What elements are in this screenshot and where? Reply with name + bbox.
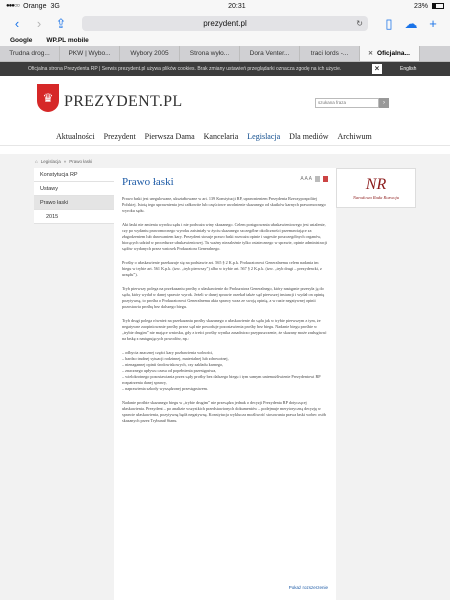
nav-kancelaria[interactable]: Kancelaria [203,132,239,141]
nav-archiwum[interactable]: Archiwum [337,132,372,141]
site-header [0,76,450,128]
tab-label: Oficjalna... [377,50,410,57]
cookie-banner [0,62,450,76]
nav-pierwsza-dama[interactable]: Pierwsza Dama [144,132,195,141]
nav-aktualnosci[interactable]: Aktualności [56,132,95,141]
content-area [0,154,450,600]
sidebar-item-ustawy[interactable]: Ustawy [34,182,114,196]
eagle-emblem-icon[interactable]: ♛ [37,84,59,112]
show-more-link[interactable]: Pokaż rozszerzenie [288,585,328,590]
sidebar [34,168,114,224]
forward-icon[interactable]: › [36,15,42,31]
tab-5[interactable] [240,46,300,61]
nav-dla-mediow[interactable]: Dla mediów [289,132,329,141]
breadcrumb [35,159,92,164]
paragraph: Tryb drugi polega również na przekazaniu prośby skazanego o ułaskawienie do sądu jak w trybie pierwszym z tym, że negatywne zaopiniowanie prośby przez sąd nie powoduje pozostawienia prośby bez biegu. Nadanie biegu prośbie w „trybie drugim” nie mające wniosku, gdy z treści prośby wynika zasadniczo przypuszczenie, że skazany może zasługiwać na łaskę z następujących powodów, np.: [122,318,327,341]
nrr-logo: NR [365,175,387,193]
search-input[interactable]: szukana fraza [315,98,379,108]
tab-label: traci lords -... [310,50,349,57]
cloud-tabs-icon[interactable]: ☁ [404,15,418,31]
breadcrumb-separator: » [63,159,67,164]
network-label: 3G [50,2,60,10]
pdf-icon[interactable] [323,176,328,182]
paragraph: Nadanie prośbie skazanego biegu w „trybie drugim” nie przesądza jednak o decyzji Prezydenta RP dotyczącej ułaskawienia. Prezydent – po analizie wszystkich przedstawionych dokumentów – podejmuje merytoryczną decyzję w sprawie ułaskawienia, pozytywną bądź negatywną. Konstytucja wyklucza możliwość stosowania prawa łaski wobec osób skazanych przez Trybunał Stanu. [122,400,326,423]
tab-label: Dora Venter... [249,50,290,57]
sidebar-item-konstytucja[interactable]: Konstytucja RP [34,168,114,182]
battery-percent: 23% [413,2,428,10]
tab-label: Strona wyło... [189,50,230,57]
print-icon[interactable] [315,176,320,182]
back-icon[interactable]: ‹ [14,15,20,31]
tab-active[interactable] [360,46,420,61]
tab-label: Trudna drog... [9,50,50,57]
new-tab-icon[interactable]: + [429,15,437,31]
page-title: Prawo łaski [122,176,174,188]
breadcrumb-legislacja[interactable]: Legislacja [40,159,61,164]
tab-4[interactable] [180,46,240,61]
url-text: prezydent.pl [203,18,247,28]
bookmarks-icon[interactable]: ▯ [385,15,393,31]
status-bar [0,0,450,12]
right-column [336,168,416,208]
clock: 20:31 [228,2,246,10]
tab-strip [0,46,450,62]
close-icon[interactable]: × [372,64,382,74]
font-size-toggle[interactable]: A A A [300,176,312,182]
paragraph: Prośby o ułaskawienie przekazuje się na podstawie art. 565 § 2 K.p.k. Prokuratorowi Generalnemu celem nadania im biegu w trybie art. 561 K.p.k. (tzw. „tryb pierwszy”) albo w trybie art. 567 § 2 K.p.k. (tzw. „tryb drugi – prezydencki, z urzędu”). [122,260,322,277]
english-link[interactable]: English [400,66,417,72]
paragraph: Prawo łaski jest uregulowane, ukształtowane w art. 139 Konstytucji RP, uprawnieniem Prezydenta Rzeczypospolitej Polskiej. Istotą tego uprawnienia jest całkowite lub częściowe uwolnienie skazanego od skutków karnych prawomocnego wyroku sądu. [122,196,326,213]
nrr-caption: Narodowa Rada Rozwoju [352,194,400,200]
nrr-banner[interactable] [336,168,416,208]
tab-label: Wybory 2005 [130,50,169,57]
cookie-text: Oficjalna strona Prezydenta RP | Serwis prezydent.pl używa plików cookies. Brak zmiany ustawień przeglądarki oznacza zgodę na ich użycie. [28,66,342,72]
paragraph: Tryb pierwszy polega na przekazaniu prośby o ułaskawienie do Prokuratora Generalnego, który następnie przesyła ją do sądu, który wydał w danej sprawie wyrok. Jeżeli w danej sprawie orzekał także sąd pierwszej instancji i wydał on opinię pozytywną, to prośba o Prokuratorowi Generalnemu akta sprawy wraz ze swoją opinią, a w razie negatywnej opinii pozostawia prośbę bez dalszego biegu. [122,286,325,309]
tab-6[interactable] [300,46,360,61]
tab-2[interactable] [60,46,120,61]
nav-legislacja[interactable]: Legislacja [247,132,281,141]
safari-toolbar [0,12,450,34]
site-logo-text[interactable]: PREZYDENT.PL [64,93,183,110]
article-tools [300,176,328,182]
carrier-label: Orange [23,2,47,10]
search-button[interactable]: › [379,98,389,108]
battery-icon [432,3,444,9]
share-icon[interactable]: ⇪ [55,15,67,31]
tab-label: PKW | Wybo... [68,50,111,57]
article [114,168,336,600]
nav-prezydent[interactable]: Prezydent [103,132,136,141]
reload-icon[interactable]: ↻ [356,18,363,28]
home-icon[interactable]: ⌂ [35,159,38,164]
sidebar-item-2015[interactable]: 2015 [34,210,114,224]
address-bar[interactable] [82,16,368,31]
tab-1[interactable] [0,46,60,61]
bookmark-wp[interactable]: WP.PL mobile [46,36,89,44]
sidebar-item-prawo-laski[interactable]: Prawo łaski [34,196,114,210]
reasons-list: – odbycia znacznej części kary pozbawienia wolności, – bardzo trudnej sytuacji rodzinnej, materialnej lub zdrowotnej, – nienagannej opinii środowiskowych, czy zakładu karnego, – znacznego upływu czasu od popełnienia przestępstwa, – wielokrotnego pozostawiania przez sądy prośby bez dalszego biegu i tym samym uniemożliwienie Prezydentowi RP rozpatrzenia danej sprawy, – naprawienia szkody wyrządzonej przestępstwem. [122,350,321,391]
main-nav [0,128,450,146]
bookmarks-bar [0,34,450,46]
tab-3[interactable] [120,46,180,61]
bookmark-google[interactable]: Google [10,36,33,44]
paragraph: Akt łaski nie zmienia wyroku sądu i nie podważa winy skazanego. Celem postępowania ułaskawieniowego jest ustalenie, czy po wydaniu prawomocnego wyroku zaistniały w życiu skazanego szczególne okoliczności przemawiające za złagodzeniem lub darowaniem kary. Prezydent stosuje prawo łaski rozważa opinie i sugestie poszczególnych organów, biorących udział w procedurze ułaskawieniowej. Tu ważny niezależnie tylko ostatecznego w sprawie, opinie administracji sądów wydanych przez wniosek Prokuratora Generalnego. [122,222,328,251]
signal-dots: ●●●○○ [6,3,20,9]
breadcrumb-current: Prawo łaski [69,159,93,164]
close-tab-icon[interactable]: ✕ [368,51,374,57]
